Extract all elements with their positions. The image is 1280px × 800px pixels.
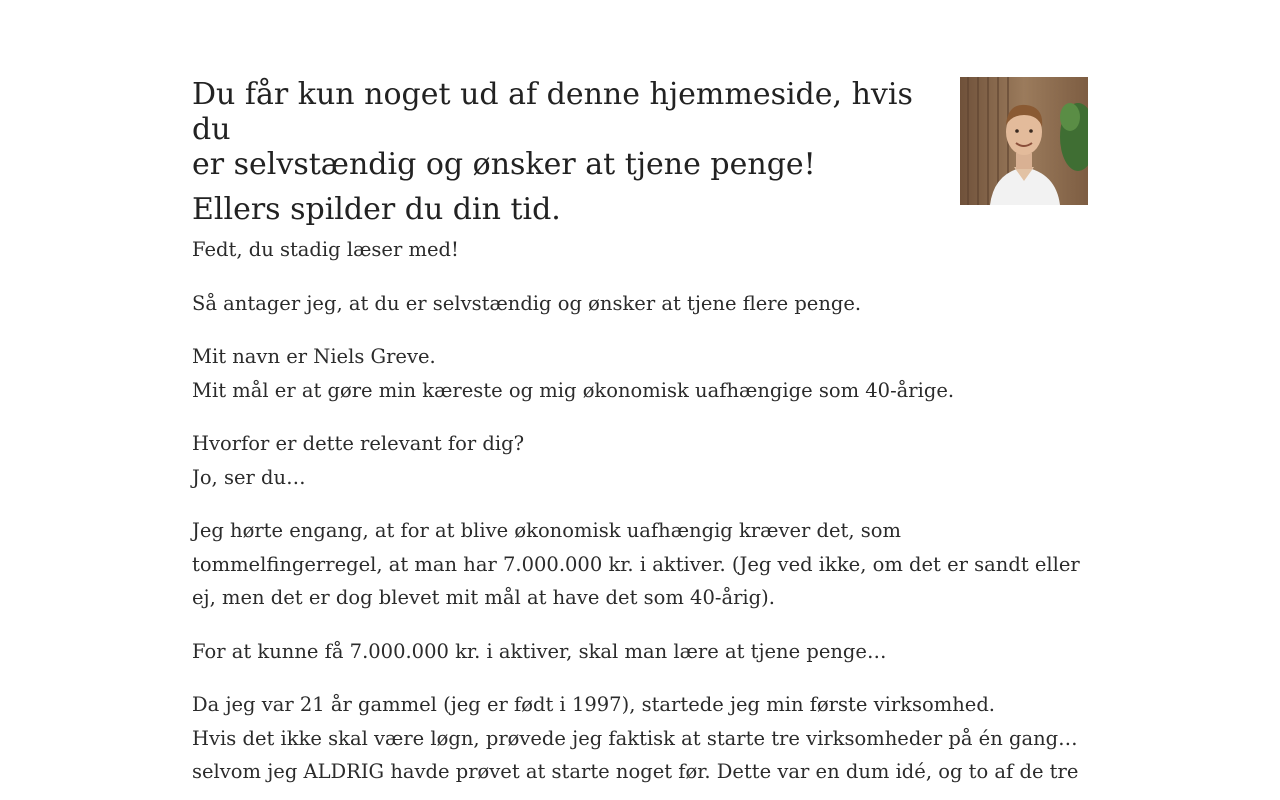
paragraph-text: Jeg hørte engang, at for at blive økonomisk uafhængig kræver det, som tommelfingerregel, at man har 7.000.000 kr. i aktiver. (Jeg ved ikke, om det er sandt eller ej, men det er dog blevet mit mål at have det som 40-årig). xyxy=(192,519,1080,609)
page-title xyxy=(192,77,932,227)
paragraph-line: Mit mål er at gøre min kæreste og mig økonomisk uafhængige som 40-årige. xyxy=(192,378,955,402)
author-photo xyxy=(960,77,1088,205)
paragraph-line: selvom jeg ALDRIG havde prøvet at starte noget før. Dette var en dum idé, og to af de tre xyxy=(192,760,1079,783)
paragraph-7 xyxy=(192,688,1088,789)
paragraph-line: Jo, ser du… xyxy=(192,465,306,489)
person-photo-icon xyxy=(960,77,1088,205)
paragraph-4 xyxy=(192,427,1088,494)
paragraph-line: Mit navn er Niels Greve. xyxy=(192,345,436,368)
headline-line-1: Du får kun noget ud af denne hjemmeside, hvis du xyxy=(192,77,913,147)
article-body xyxy=(192,233,1088,789)
paragraph-text: Så antager jeg, at du er selvstændig og ønsker at tjene flere penge. xyxy=(192,291,862,315)
paragraph-3 xyxy=(192,340,1088,407)
subheadline: Ellers spilder du din tid. xyxy=(192,192,561,227)
paragraph-line: Da jeg var 21 år gammel (jeg er født i 1997), startede jeg min første virksomhed. xyxy=(192,693,995,716)
paragraph-2 xyxy=(192,287,1088,321)
paragraph-text: Fedt, du stadig læser med! xyxy=(192,238,459,261)
page xyxy=(192,0,1088,789)
paragraph-6 xyxy=(192,635,1088,669)
headline-line-2: er selvstændig og ønsker at tjene penge! xyxy=(192,147,816,182)
paragraph-5 xyxy=(192,514,1088,615)
paragraph-1 xyxy=(192,233,1088,267)
paragraph-text: For at kunne få 7.000.000 kr. i aktiver, skal man lære at tjene penge… xyxy=(192,639,887,663)
hero xyxy=(192,77,1088,227)
paragraph-line: Hvorfor er dette relevant for dig? xyxy=(192,432,525,455)
paragraph-line: Hvis det ikke skal være løgn, prøvede jeg faktisk at starte tre virksomheder på én gang… xyxy=(192,726,1078,750)
